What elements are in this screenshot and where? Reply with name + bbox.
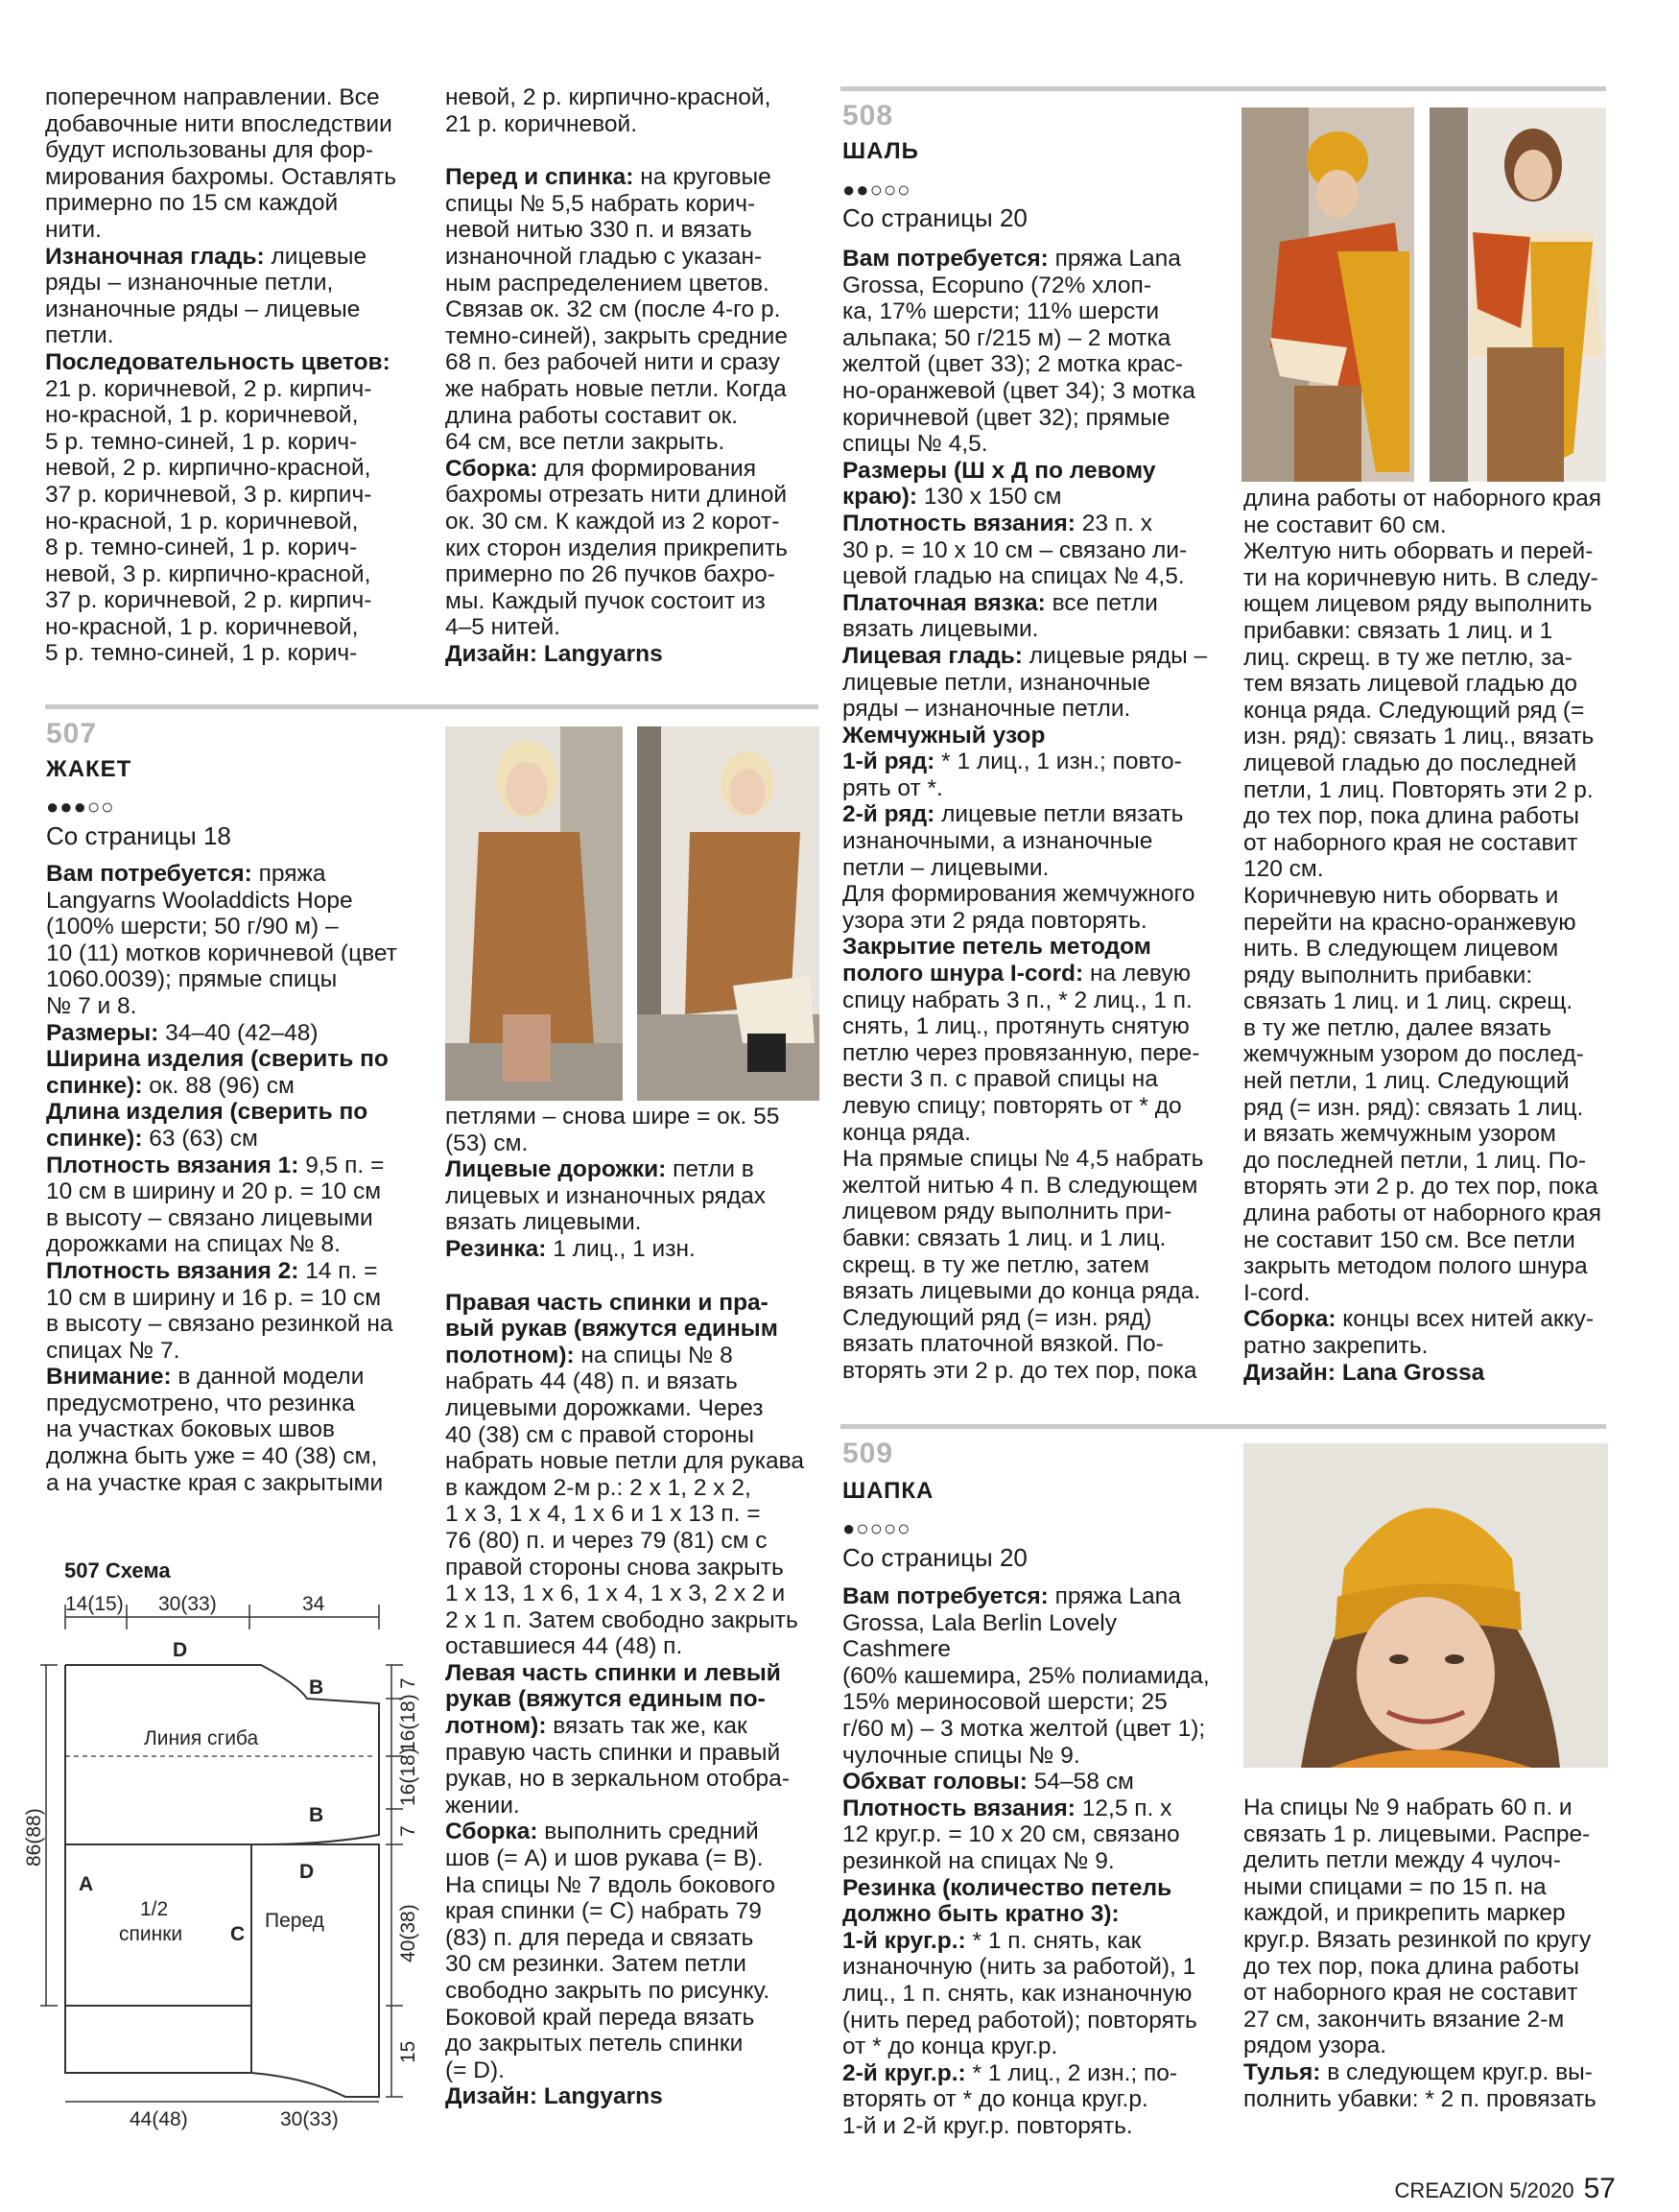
section-507-difficulty: ●●●○○ bbox=[46, 795, 115, 819]
schema-front: Перед bbox=[265, 1910, 324, 1932]
paragraph bbox=[46, 1258, 430, 1364]
paragraph bbox=[46, 1153, 430, 1258]
paragraph-heading: Перед и спинка: bbox=[445, 164, 634, 191]
section-509-title: ШАПКА bbox=[842, 1478, 934, 1504]
schema-label-d-top: D bbox=[173, 1639, 188, 1661]
paragraph-heading: Дизайн: Lana Grossa bbox=[1243, 1359, 1485, 1386]
paragraph-heading: 1-й круг.р.: bbox=[842, 1927, 966, 1954]
schema-dim-top-3: 34 bbox=[302, 1593, 325, 1615]
paragraph bbox=[842, 2060, 1226, 2140]
paragraph bbox=[842, 458, 1226, 511]
paragraph bbox=[842, 1875, 1226, 1928]
paragraph-heading: Правая часть спинки и пра- вый рукав (вяжутся единым полотном): bbox=[445, 1289, 778, 1368]
paragraph-heading: Лицевые дорожки: bbox=[445, 1156, 667, 1183]
paragraph-heading: Сборка: bbox=[445, 1819, 538, 1845]
paragraph: На спицы № 9 набрать 60 п. и связать 1 р. лицевыми. Распре- делить петли между 4 чулоч- ными спицами = по 15 п. на каждой, и прикрепить маркер круг.р. Вязать резинкой по кругу до тех пор, пока длина работы от наборного края не составит 27 см, закончить вязание 2-м рядом узора. bbox=[1243, 1795, 1592, 2059]
paragraph bbox=[445, 164, 819, 456]
paragraph-text: вязать так же, как правую часть спинки и правый рукав, но в зеркальном отобра- жении. bbox=[445, 1713, 790, 1819]
paragraph bbox=[445, 641, 819, 668]
section-508-text-col4 bbox=[1243, 486, 1618, 1386]
schema-dim-bottom-2: 30(33) bbox=[280, 2108, 339, 2130]
paragraph bbox=[842, 1928, 1226, 2060]
paragraph-text: лицевые ряды – лицевые петли, изнаночные ряды – изнаночные петли. bbox=[842, 642, 1208, 723]
paragraph-text: 9,5 п. = 10 см в ширину и 20 р. = 10 см в высоту – связано лицевыми дорожками на спицах № 8. bbox=[46, 1152, 385, 1258]
section-508-title: ШАЛЬ bbox=[842, 138, 919, 164]
section-507-text-col2 bbox=[445, 1104, 829, 2110]
jacket-photo-2 bbox=[637, 726, 819, 1101]
paragraph-heading: Обхват головы: bbox=[842, 1769, 1028, 1796]
paragraph-heading: Плотность вязания: bbox=[842, 1795, 1076, 1821]
paragraph-text: в следующем круг.р. вы- полнить убавки: * 2 п. провязать bbox=[1243, 2058, 1596, 2112]
schema-title: 507 Схема bbox=[64, 1558, 171, 1582]
paragraph-text: для формирования бахромы отрезать нити длиной ок. 30 см. К каждой из 2 корот- ких сторон изделия прикрепить примерно по 26 пучков бахро- мы. Каждый пучок состоит из 4–5 нитей. bbox=[445, 455, 788, 641]
paragraph bbox=[842, 934, 1226, 1146]
shawl-photo-1 bbox=[1242, 107, 1414, 482]
paragraph bbox=[842, 1796, 1226, 1875]
paragraph-heading: Резинка (количество петель должно быть кратно 3): bbox=[842, 1874, 1172, 1928]
paragraph-heading: 2-й круг.р.: bbox=[842, 2059, 966, 2086]
schema-label-d-front: D bbox=[299, 1861, 315, 1883]
paragraph-text: пряжа Lana Grossa, Ecopuno (72% хлоп- ка, 17% шерсти; 11% шерсти альпака; 50 г/215 м) – 2 мотка желтой (цвет 33); 2 мотка крас- но-оранжевой (цвет 34); 3 мотка коричневой (цвет 32); прямые спицы № 4,5. bbox=[842, 246, 1195, 458]
schema-diagram bbox=[23, 1593, 441, 2130]
paragraph-heading: Длина изделия (сверить по спинке): bbox=[46, 1099, 368, 1152]
schema-dim-right-6: 15 bbox=[397, 2040, 419, 2063]
section-508-text bbox=[842, 246, 1226, 1385]
paragraph bbox=[46, 1364, 430, 1496]
paragraph-heading: 1-й ряд: bbox=[842, 749, 935, 775]
paragraph bbox=[445, 1819, 829, 2083]
paragraph-heading: Резинка: bbox=[445, 1235, 547, 1262]
paragraph-text: 14 п. = 10 см в ширину и 16 р. = 10 см в высоту – связано резинкой на спицах № 7. bbox=[46, 1257, 393, 1364]
col1-top-text bbox=[45, 84, 419, 667]
paragraph bbox=[46, 1020, 430, 1047]
paragraph: петлями – снова шире = ок. 55 (53) см. bbox=[445, 1104, 780, 1156]
section-508-difficulty: ●●○○○ bbox=[842, 178, 911, 202]
paragraph bbox=[842, 1583, 1226, 1769]
paragraph: Для формирования жемчужного узора эти 2 ряда повторять. bbox=[842, 881, 1195, 934]
section-507-text bbox=[46, 861, 430, 1496]
paragraph-heading: Плотность вязания 2: bbox=[46, 1257, 299, 1284]
paragraph bbox=[445, 1156, 829, 1236]
section-507-source-page: Со страницы 18 bbox=[46, 821, 231, 850]
paragraph bbox=[445, 1290, 829, 1660]
schema-dim-top-2: 30(33) bbox=[158, 1593, 217, 1615]
section-507-rule bbox=[45, 704, 818, 709]
paragraph bbox=[46, 1046, 430, 1099]
schema-dim-right-5: 40(38) bbox=[397, 1904, 419, 1962]
paragraph bbox=[445, 1236, 829, 1263]
schema-label-a: A bbox=[79, 1873, 94, 1895]
paragraph-heading: Ширина изделия (сверить по спинке): bbox=[46, 1046, 389, 1099]
paragraph-text: ок. 88 (96) см bbox=[142, 1072, 295, 1099]
paragraph-text: 12,5 п. x 12 круг.р. = 10 x 20 см, связано резинкой на спицах № 9. bbox=[842, 1795, 1180, 1874]
paragraph: На прямые спицы № 4,5 набрать желтой нитью 4 п. В следующем лицевом ряду выполнить при- бавки: связать 1 лиц. и 1 лиц. скрещ. в ту же петлю, затем вязать лицевыми до конца ряда. Следующий ряд (= изн. ряд) вязать платочной вязкой. По- вторять эти 2 р. до тех пор, пока bbox=[842, 1146, 1204, 1384]
paragraph-heading: Изнаночная гладь: bbox=[45, 243, 265, 270]
paragraph-heading: Вам потребуется: bbox=[842, 1583, 1049, 1609]
paragraph bbox=[45, 349, 419, 667]
paragraph-heading: Левая часть спинки и левый рукав (вяжутся единым по- лотном): bbox=[445, 1659, 781, 1740]
paragraph bbox=[46, 1099, 430, 1152]
schema-dim-right-1: 7 bbox=[397, 1677, 419, 1689]
paragraph-heading: Плотность вязания 1: bbox=[46, 1152, 299, 1178]
schema-dim-right-4: 7 bbox=[397, 1825, 419, 1837]
schema-dim-right-3: 16(18) bbox=[397, 1748, 419, 1806]
paragraph bbox=[445, 1660, 829, 1820]
schema-fold-line: Линия сгиба bbox=[144, 1727, 259, 1749]
schema-label-c: C bbox=[230, 1923, 246, 1945]
paragraph bbox=[1243, 2059, 1618, 2112]
paragraph bbox=[842, 643, 1226, 723]
paragraph-heading: Жемчужный узор bbox=[842, 722, 1046, 749]
paragraph: невой, 2 р. кирпично-красной, 21 р. коричневой. bbox=[445, 84, 771, 137]
paragraph-text: * 1 лиц., 1 изн.; повто- рять от *. bbox=[842, 749, 1182, 801]
paragraph-text: 1 лиц., 1 изн. bbox=[546, 1235, 696, 1262]
paragraph-heading: Лицевая гладь: bbox=[842, 642, 1023, 669]
schema-half-back-1: 1/2 bbox=[140, 1898, 169, 1920]
paragraph bbox=[842, 590, 1226, 643]
hat-photo bbox=[1243, 1443, 1608, 1768]
jacket-photo-1 bbox=[445, 726, 623, 1101]
section-508-rule bbox=[840, 86, 1606, 91]
paragraph bbox=[1243, 1360, 1618, 1387]
paragraph-text: петли в лицевых и изнаночных рядах вязать лицевыми. bbox=[445, 1156, 766, 1236]
paragraph bbox=[842, 511, 1226, 590]
schema-dim-bottom-1: 44(48) bbox=[130, 2108, 188, 2130]
paragraph-heading: Сборка: bbox=[445, 455, 538, 482]
paragraph-heading: Тулья: bbox=[1243, 2058, 1321, 2085]
paragraph-text: 63 (63) см bbox=[142, 1125, 258, 1152]
paragraph-heading: 2-й ряд: bbox=[842, 801, 935, 828]
paragraph-text: выполнить средний шов (= А) и шов рукава (= В). На спицы № 7 вдоль бокового края спинки (= С) набрать 79 (83) п. для переда и связать 30 см резинки. Затем петли свободно закрыть по рисунку. Боковой край переда вязать до закрытых петель спинки (= D). bbox=[445, 1819, 775, 2083]
paragraph bbox=[842, 749, 1226, 801]
paragraph-text: концы всех нитей акку- ратно закрепить. bbox=[1243, 1306, 1595, 1359]
section-509-text-col4 bbox=[1243, 1795, 1618, 2112]
paragraph-heading: Дизайн: Langyarns bbox=[445, 2083, 663, 2110]
paragraph bbox=[46, 861, 430, 1020]
paragraph-text: 34–40 (42–48) bbox=[158, 1019, 319, 1046]
paragraph-heading: Закрытие петель методом полого шнура I-cord: bbox=[842, 934, 1151, 987]
paragraph-text: в данной модели предусмотрено, что резинка на участках боковых швов должна быть уже = 40 (38) см, а на участке края с закрытыми bbox=[46, 1364, 384, 1496]
paragraph-gap bbox=[445, 1263, 829, 1290]
paragraph-text: 54–58 см bbox=[1027, 1769, 1134, 1796]
paragraph bbox=[1243, 1306, 1618, 1359]
paragraph-text: 130 x 150 см bbox=[917, 484, 1062, 511]
schema-dim-right-2: 16(18) bbox=[397, 1694, 419, 1752]
schema-label-b-top: B bbox=[309, 1677, 324, 1699]
section-508-source-page: Со страницы 20 bbox=[842, 203, 1028, 232]
paragraph-text: на левую спицу набрать 3 п., * 2 лиц., 1 п. снять, 1 лиц., протянуть снятую петлю через провязанную, пере- вести 3 п. с правой спицы на левую спицу; повторять от * до конца ряда. bbox=[842, 961, 1200, 1146]
page-number: 57 bbox=[1583, 2173, 1616, 2204]
paragraph bbox=[842, 1769, 1226, 1796]
schema-dim-left: 86(88) bbox=[23, 1808, 45, 1867]
paragraph-heading: Внимание: bbox=[46, 1364, 172, 1391]
paragraph bbox=[842, 723, 1226, 749]
paragraph-text: все петли вязать лицевыми. bbox=[842, 589, 1158, 643]
section-507-number: 507 bbox=[46, 718, 98, 749]
paragraph-text: * 1 лиц., 2 изн.; по- вторять от * до конца круг.р. 1-й и 2-й круг.р. повторять. bbox=[842, 2059, 1178, 2139]
paragraph-heading: Вам потребуется: bbox=[842, 246, 1049, 272]
col2-top-text bbox=[445, 84, 819, 667]
paragraph-heading: Плотность вязания: bbox=[842, 510, 1076, 536]
schema-dim-top-1: 14(15) bbox=[65, 1593, 124, 1615]
section-509-difficulty: ●○○○○ bbox=[842, 1516, 911, 1540]
paragraph-heading: Размеры (Ш x Д по левому краю): bbox=[842, 457, 1156, 511]
section-507-title: ЖАКЕТ bbox=[46, 756, 132, 782]
paragraph-heading: Последовательность цветов: bbox=[45, 348, 390, 375]
paragraph bbox=[445, 2083, 829, 2110]
schema-half-back-2: спинки bbox=[119, 1923, 183, 1945]
paragraph-heading: Размеры: bbox=[46, 1019, 159, 1046]
paragraph bbox=[842, 801, 1226, 881]
paragraph-text: лицевые ряды – изнаночные петли, изнаночные ряды – лицевые петли. bbox=[45, 243, 367, 349]
paragraph: длина работы от наборного края не составит 60 см. Желтую нить оборвать и перей- ти на коричневую нить. В следу- ющем лицевом ряду выполнить прибавки: связать 1 лиц. и 1 лиц. скрещ. в ту же петлю, за- тем вязать лицевой гладью до конца ряда. Следующий ряд (= изн. ряд): связать 1 лиц., вязать лицевой гладью до последней петли, 1 лиц. Повторять эти 2 р. до тех пор, пока длина работы от наборного края не составит 120 см. Коричневую нить оборвать и перейти на красно-оранжевую нить. В следующем лицевом ряду выполнить прибавки: связать 1 лиц. и 1 лиц. скрещ. в ту же петлю, далее вязать жемчужным узором до послед- ней петли, 1 лиц. Следующий ряд (= изн. ряд): связать 1 лиц. и вязать жемчужным узором до последней петли, 1 лиц. По- вторять эти 2 р. до тех пор, пока длина работы от наборного края не составит 150 см. Все петли закрыть методом полого шнура I-cord. bbox=[1243, 486, 1602, 1306]
paragraph-text: лицевые петли вязать изнаночными, а изнаночные петли – лицевыми. bbox=[842, 801, 1184, 881]
shawl-photo-2 bbox=[1430, 107, 1606, 482]
paragraph-heading: Дизайн: Langyarns bbox=[445, 640, 663, 667]
section-508-number: 508 bbox=[842, 100, 894, 131]
section-509-rule bbox=[840, 1424, 1606, 1429]
paragraph bbox=[45, 244, 419, 349]
magazine-issue: CREAZION 5/2020 bbox=[1394, 2178, 1574, 2202]
paragraph-text: * 1 п. снять, как изнаночную (нить за работой), 1 лиц., 1 п. снять, как изнаночную (нить перед работой); повторять от * до конца круг.р. bbox=[842, 1927, 1197, 2060]
schema-label-b-bottom: B bbox=[309, 1804, 324, 1826]
paragraph-text: на спицы № 8 набрать 44 (48) п. и вязать лицевыми дорожками. Через 40 (38) см с правой стороны набрать новые петли для рукава в каждом 2-м р.: 2 x 1, 2 x 2, 1 x 3, 1 x 4, 1 x 6 и 1 x 13 п. = 76 (80) п. и через 79 (81) см с правой стороны снова закрыть 1 x 13, 1 x 6, 1 x 4, 1 x 3, 2 x 2 и 2 x 1 п. Затем свободно закрыть оставшиеся 44 (48) п. bbox=[445, 1342, 804, 1660]
paragraph: поперечном направлении. Все добавочные нити впоследствии будут использованы для фор- мирования бахромы. Оставлять примерно по 15 см каждой нити. bbox=[45, 84, 396, 243]
paragraph-text: на круговые спицы № 5,5 набрать корич- невой нитью 330 п. и вязать изнаночной гладью с указан- ным распределением цветов. Связав ок. 32 см (после 4-го р. темно-синей), закрыть средние 68 п. без рабочей нити и сразу же набрать новые петли. Когда длина работы составит ок. 64 см, все петли закрыть. bbox=[445, 164, 788, 456]
section-509-source-page: Со страницы 20 bbox=[842, 1543, 1028, 1572]
page-footer bbox=[1395, 2173, 1616, 2205]
paragraph-heading: Платочная вязка: bbox=[842, 589, 1046, 616]
paragraph-text: 21 р. коричневой, 2 р. кирпич- но-красной, 1 р. коричневой, 5 р. темно-синей, 1 р. корич- невой, 2 р. кирпично-красной, 37 р. коричневой, 3 р. кирпич- но-красной, 1 р. коричневой, 8 р. темно-синей, 1 р. корич- невой, 3 р. кирпично-красной, 37 р. коричневой, 2 р. кирпич- но-красной, 1 р. коричневой, 5 р. темно-синей, 1 р. корич- bbox=[45, 375, 372, 667]
section-509-number: 509 bbox=[842, 1438, 894, 1469]
paragraph-text: пряжа Langyarns Wooladdicts Hope (100% шерсти; 50 г/90 м) – 10 (11) мотков коричневой (цвет 1060.0039); прямые спицы № 7 и 8. bbox=[46, 861, 397, 1019]
paragraph-heading: Вам потребуется: bbox=[46, 861, 252, 887]
paragraph-text: 23 п. x 30 р. = 10 x 10 см – связано ли- цевой гладью на спицах № 4,5. bbox=[842, 510, 1188, 590]
section-509-text bbox=[842, 1583, 1226, 2139]
paragraph bbox=[842, 246, 1226, 458]
paragraph bbox=[445, 456, 819, 641]
paragraph-heading: Сборка: bbox=[1243, 1306, 1336, 1333]
paragraph-text: пряжа Lana Grossa, Lala Berlin Lovely Cashmere (60% кашемира, 25% полиамида, 15% мериносовой шерсти; 25 г/60 м) – 3 мотка желтой (цвет 1); чулочные спицы № 9. bbox=[842, 1583, 1210, 1769]
paragraph-gap bbox=[445, 137, 819, 164]
